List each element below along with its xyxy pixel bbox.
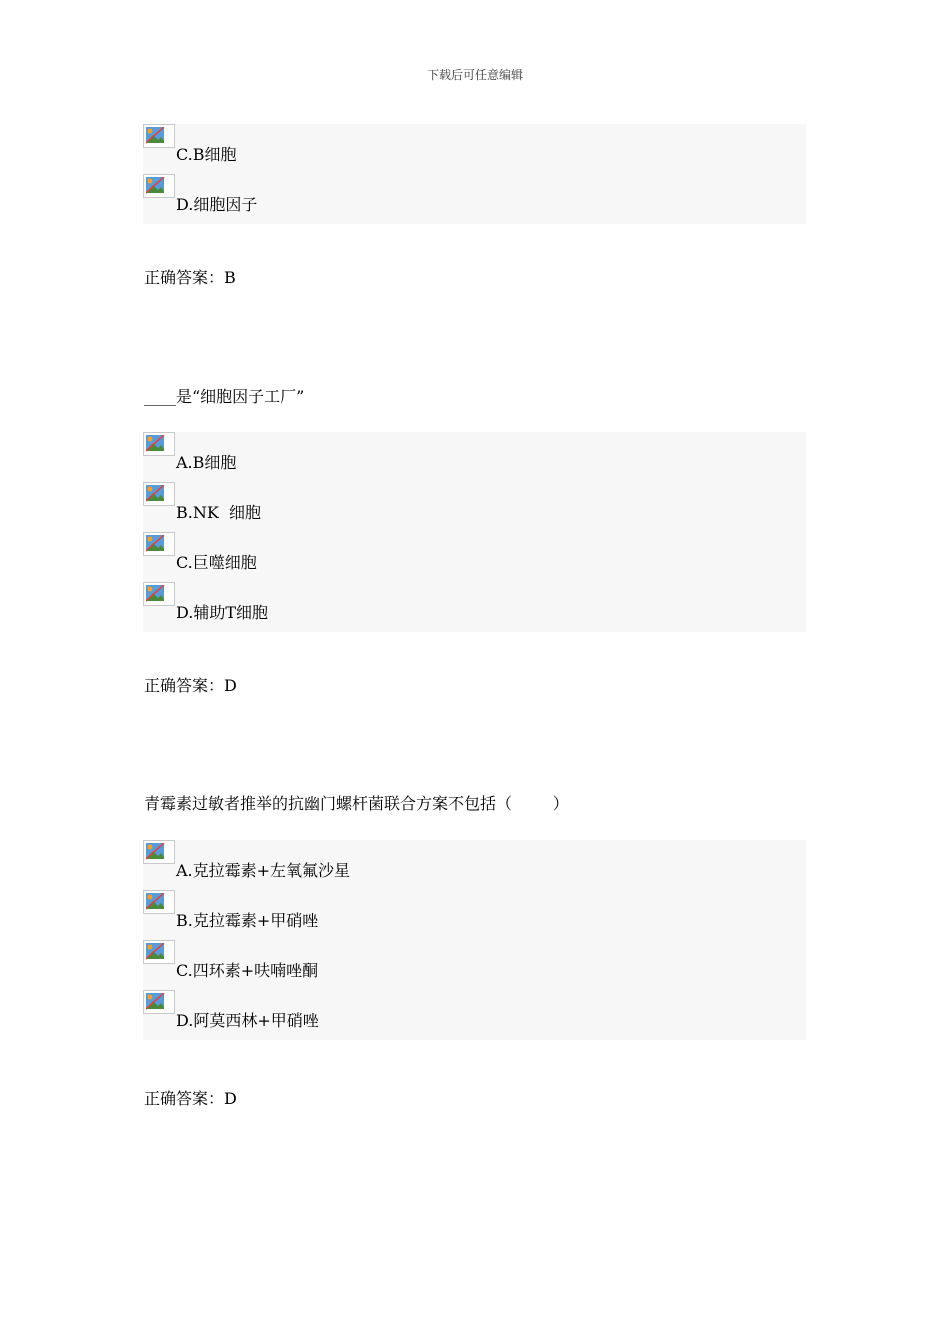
broken-image-icon[interactable] <box>143 124 175 148</box>
broken-image-icon[interactable] <box>143 940 175 964</box>
options-group-q1 <box>143 124 806 224</box>
broken-image-icon[interactable] <box>143 582 175 606</box>
option-d[interactable] <box>143 174 806 224</box>
option-label: D.细胞因子 <box>176 195 258 214</box>
question-title-q2: ____是“细胞因子工厂” <box>144 387 305 406</box>
broken-image-icon[interactable] <box>143 890 175 914</box>
broken-image-icon[interactable] <box>143 174 175 198</box>
question-title-q3: 青霉素过敏者推举的抗幽门螺杆菌联合方案不包括（ ） <box>144 794 569 813</box>
broken-image-icon[interactable] <box>143 532 175 556</box>
options-group-q2 <box>143 432 806 632</box>
option-d[interactable] <box>143 990 806 1040</box>
option-label: C.B细胞 <box>176 145 237 164</box>
option-c[interactable] <box>143 940 806 990</box>
option-b[interactable] <box>143 890 806 940</box>
option-label: A.克拉霉素+左氧氟沙星 <box>176 861 351 880</box>
correct-answer-q1: 正确答案：B <box>144 268 236 287</box>
options-group-q3 <box>143 840 806 1040</box>
option-a[interactable] <box>143 432 806 482</box>
option-label: B.克拉霉素+甲硝唑 <box>176 911 319 930</box>
option-c[interactable] <box>143 124 806 174</box>
option-label: C.巨噬细胞 <box>176 553 257 572</box>
option-d[interactable] <box>143 582 806 632</box>
broken-image-icon[interactable] <box>143 840 175 864</box>
option-label: D.阿莫西林+甲硝唑 <box>176 1011 319 1030</box>
broken-image-icon[interactable] <box>143 990 175 1014</box>
broken-image-icon[interactable] <box>143 432 175 456</box>
option-label: D.辅助T细胞 <box>176 603 269 622</box>
option-b[interactable] <box>143 482 806 532</box>
broken-image-icon[interactable] <box>143 482 175 506</box>
page-header: 下载后可任意编辑 <box>426 68 523 82</box>
option-label: A.B细胞 <box>176 453 237 472</box>
option-c[interactable] <box>143 532 806 582</box>
option-label: B.NK 细胞 <box>176 503 261 522</box>
correct-answer-q2: 正确答案：D <box>144 676 237 695</box>
correct-answer-q3: 正确答案：D <box>144 1089 237 1108</box>
option-a[interactable] <box>143 840 806 890</box>
option-label: C.四环素+呋喃唑酮 <box>176 961 319 980</box>
